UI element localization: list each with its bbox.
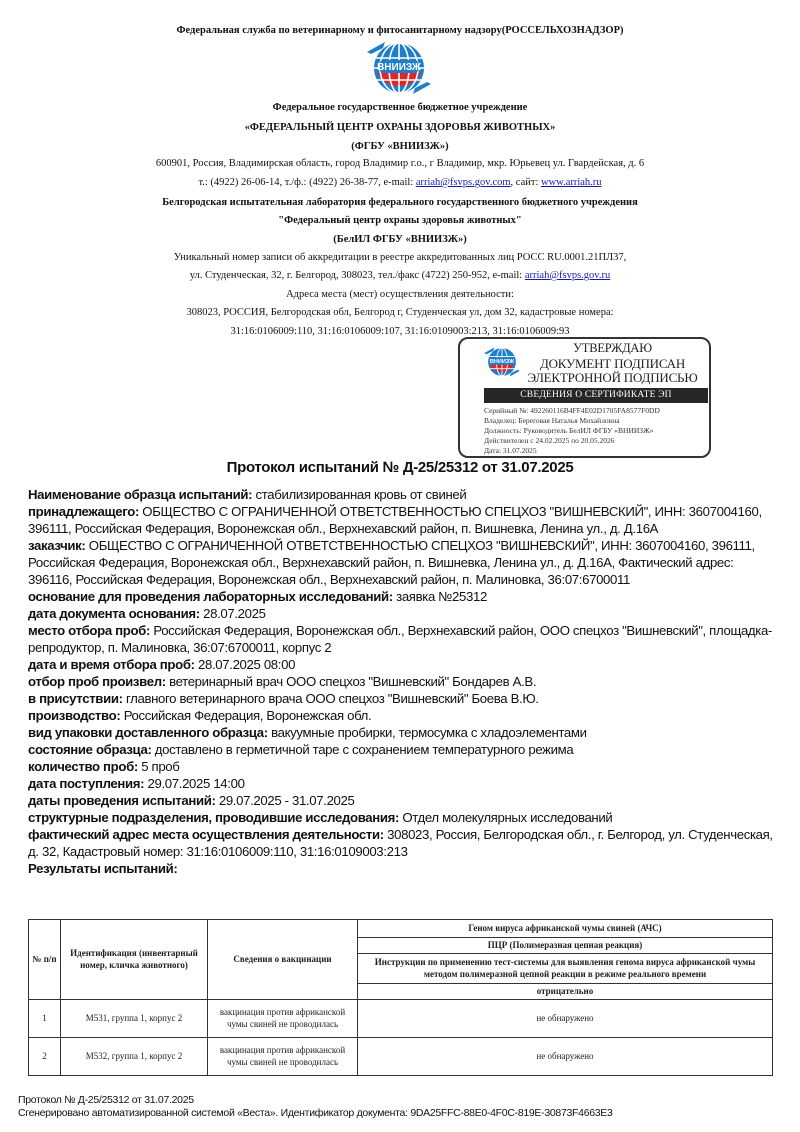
e-signature-stamp: [458, 337, 711, 458]
field-departments: структурные подразделения, проводившие исследования: Отдел молекулярных исследований: [28, 810, 613, 825]
lab-email-link[interactable]: arriah@fsvps.gov.ru: [524, 270, 611, 281]
cell-result: не обнаружено: [358, 1000, 773, 1038]
site-prefix: , сайт:: [510, 177, 541, 188]
institution-name: «ФЕДЕРАЛЬНЫЙ ЦЕНТР ОХРАНЫ ЗДОРОВЬЯ ЖИВОТНЫХ»: [244, 122, 556, 133]
cell-vacc: вакцинация против африканской чумы свиней не проводилась: [208, 1000, 358, 1038]
field-sampled-by: отбор проб произвел: ветеринарный врач ООО спецхоз "Вишневский" Бондарев А.В.: [28, 674, 537, 689]
stamp-owner: Владелец: Береговая Наталья Михайловна: [484, 416, 620, 425]
phones-text: т.: (4922) 26-06-14, т./ф.: (4922) 26-38-77, e-mail:: [198, 177, 416, 188]
field-sample-name: Наименование образца испытаний: стабилизированная кровь от свиней: [28, 487, 467, 502]
cell-ident: М532, группа 1, корпус 2: [61, 1038, 208, 1076]
stamp-serial: Серийный №: 492260116B4FF4E02D1705FA8577F0DD: [484, 406, 660, 415]
svg-text:ВНИИЗЖ: ВНИИЗЖ: [377, 62, 421, 73]
col-test-header: Геном вируса африканской чумы свиней (АЧС): [358, 920, 773, 938]
field-test-dates: даты проведения испытаний: 29.07.2025 - 31.07.2025: [28, 793, 355, 808]
stamp-position: Должность: Руководитель БелИЛ ФГБУ «ВНИИЗЖ»: [484, 426, 654, 435]
col-ident-header: Идентификация (инвентарный номер, кличка животного): [61, 920, 208, 1000]
table-row: [29, 1000, 773, 1038]
field-sampling-datetime: дата и время отбора проб: 28.07.2025 08:00: [28, 657, 296, 672]
field-owner: принадлежащего: ОБЩЕСТВО С ОГРАНИЧЕННОЙ ОТВЕТСТВЕННОСТЬЮ СПЕЦХОЗ "ВИШНЕВСКИЙ", ИНН: 3607004160, 396111, Российская Федерация, Воронежская обл., Верхнехавский район, п. Вишневка, Ленина ул., д. Д.16А: [28, 504, 762, 536]
stamp-signed-line2: ЭЛЕКТРОННОЙ ПОДПИСЬЮ: [527, 370, 698, 385]
footer-protocol-ref: Протокол № Д-25/25312 от 31.07.2025: [18, 1094, 194, 1106]
cell-num: 1: [29, 1000, 61, 1038]
cell-result: не обнаружено: [358, 1038, 773, 1076]
stamp-approve: УТВЕРЖДАЮ: [573, 341, 652, 355]
lab-center: "Федеральный центр охраны здоровья животных": [278, 215, 522, 226]
globe-logo-icon: [363, 38, 435, 98]
lab-short: (БелИЛ ФГБУ «ВНИИЗЖ»): [333, 234, 467, 245]
institution-address: 600901, Россия, Владимирская область, город Владимир г.о., г Владимир, мкр. Юрьевец ул. Гвардейская, д. 6: [155, 158, 645, 169]
field-customer: заказчик: ОБЩЕСТВО С ОГРАНИЧЕННОЙ ОТВЕТСТВЕННОСТЬЮ СПЕЦХОЗ "ВИШНЕВСКИЙ", ИНН: 3607004160, 396111, Российская Федерация, Воронежская обл., Верхнехавский район, п. Вишневка, Ленина ул., д. Д.16А, Фактический адрес: 396116, Российская Федерация, Воронежская обл., Верхнехавский район, п. Малиновка, 36:07:6700011: [28, 538, 755, 587]
vniizh-logo: [363, 38, 435, 98]
stamp-logo: [482, 343, 522, 386]
institution-short: (ФГБУ «ВНИИЗЖ»): [351, 141, 449, 152]
results-title: Результаты испытаний:: [28, 861, 178, 876]
institution-type: Федеральное государственное бюджетное учреждение: [272, 102, 528, 113]
activity-places-label: Адреса места (мест) осуществления деятельности:: [286, 289, 514, 300]
accreditation: Уникальный номер записи об аккредитации в реестре аккредитованных лиц РОСС RU.0001.21ПЛ37,: [173, 252, 627, 263]
table-row: [29, 1038, 773, 1076]
field-basis-date: дата документа основания: 28.07.2025: [28, 606, 266, 621]
lab-name: Белгородская испытательная лаборатория федерального государственного бюджетного учреждения: [162, 197, 638, 208]
stamp-signed-line1: ДОКУМЕНТ ПОДПИСАН: [539, 356, 686, 371]
footer-generated: Сгенерировано автоматизированной системой «Веста». Идентификатор документа: 9DA25FFC-88E0-4F0C-819E-30873F4663E3: [18, 1107, 613, 1119]
results-table: [28, 919, 773, 1076]
stamp-valid: Действителен с 24.02.2025 по 20.05.2026: [484, 436, 615, 445]
svg-text:ВНИИЗЖ: ВНИИЗЖ: [489, 359, 515, 366]
cell-num: 2: [29, 1038, 61, 1076]
field-actual-address: фактический адрес места осуществления деятельности: 308023, Россия, Белгородская обл., г. Белгород, ул. Студенческая, д. 32, Кадастровый номер: 31:16:0106009:110, 31:16:0109003:213: [28, 827, 773, 859]
site-link[interactable]: www.arriah.ru: [541, 177, 602, 188]
col-instruction-header: Инструкции по применению тест-системы для выявления генома вируса африканской чумы методом полимеразной цепной реакции в режиме реального времени: [358, 954, 773, 984]
institution-contacts: [0, 176, 800, 189]
cell-vacc: вакцинация против африканской чумы свиней не проводилась: [208, 1038, 358, 1076]
field-basis: основание для проведения лабораторных исследований: заявка №25312: [28, 589, 487, 604]
field-sample-count: количество проб: 5 проб: [28, 759, 180, 774]
field-receipt-date: дата поступления: 29.07.2025 14:00: [28, 776, 245, 791]
activity-address: 308023, РОССИЯ, Белгородская обл, Белгород г, Студенческая ул, дом 32, кадастровые номера:: [186, 307, 614, 318]
email-link[interactable]: arriah@fsvps.gov.com: [415, 177, 511, 188]
col-vacc-header: Сведения о вакцинации: [208, 920, 358, 1000]
table-header-row: [29, 920, 773, 938]
field-sample-condition: состояние образца: доставлено в герметичной таре с сохранением температурного режима: [28, 742, 574, 757]
lab-contacts: [0, 269, 800, 282]
field-packaging: вид упаковки доставленного образца: вакуумные пробирки, термосумка с хладоэлементами: [28, 725, 587, 740]
field-sampling-place: место отбора проб: Российская Федерация, Воронежская обл., Верхнехавский район, ООО спецхоз "Вишневский", площадка-репродуктор, п. Малиновка, 36:07:6700011, корпус 2: [28, 623, 773, 655]
col-norm-header: отрицательно: [358, 984, 773, 1000]
protocol-title: Протокол испытаний № Д-25/25312 от 31.07.2025: [226, 459, 574, 476]
stamp-date: Дата: 31.07.2025: [484, 446, 537, 455]
col-num-header: № п/п: [29, 920, 61, 1000]
cadastral-numbers: 31:16:0106009:110, 31:16:0106009:107, 31:16:0109003:213, 31:16:0106009:93: [230, 326, 570, 337]
stamp-cert-header: СВЕДЕНИЯ О СЕРТИФИКАТЕ ЭП: [484, 388, 708, 403]
field-in-presence: в присутствии: главного ветеринарного врача ООО спецхоз "Вишневский" Боева В.Ю.: [28, 691, 539, 706]
stamp-globe-icon: [482, 343, 522, 381]
cell-ident: М531, группа 1, корпус 2: [61, 1000, 208, 1038]
field-production: производство: Российская Федерация, Воронежская обл.: [28, 708, 372, 723]
lab-address: ул. Студенческая, 32, г. Белгород, 308023, тел./факс (4722) 250-952, e-mail:: [189, 270, 525, 281]
agency-name: Федеральная служба по ветеринарному и фитосанитарному надзору(РОССЕЛЬХОЗНАДЗОР): [176, 25, 624, 36]
page-footer: [18, 1094, 613, 1120]
col-method-header: ПЦР (Полимеразная цепная реакция): [358, 938, 773, 954]
protocol-fields: [28, 486, 776, 877]
